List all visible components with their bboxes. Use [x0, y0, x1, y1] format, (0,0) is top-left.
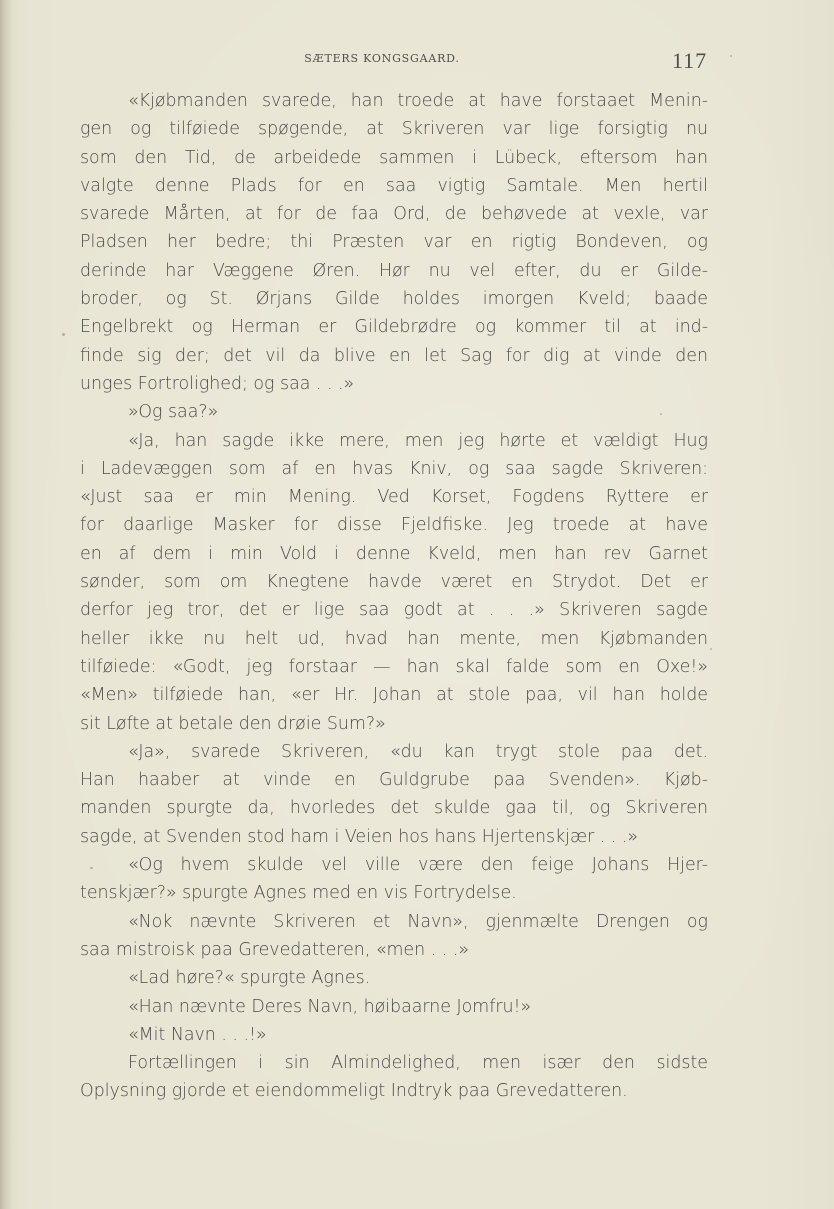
paper-speck — [660, 413, 662, 415]
text-line: «Nok nævnte Skriveren et Navn», gjenmælte Drengen og — [128, 911, 708, 932]
text-line: valgte denne Plads for en saa vigtig Samtale. Men hertil — [80, 175, 708, 196]
paper-speck — [710, 648, 712, 650]
text-line: «Han nævnte Deres Navn, høibaarne Jomfru!» — [128, 996, 532, 1017]
body-text — [80, 87, 708, 1106]
text-line: Pladsen her bedre; thi Præsten var en rigtig Bondeven, og — [80, 232, 708, 253]
page-binding-edge — [0, 0, 12, 1209]
paper-speck — [62, 333, 65, 336]
text-line: tenskjær?» spurgte Agnes med en vis Fortrydelse. — [80, 883, 517, 904]
text-line: for daarlige Masker for disse Fjeldfiske. Jeg troede at have — [80, 515, 708, 536]
text-line: unges Fortrolighed; og saa . . .» — [80, 373, 355, 394]
text-line: Engelbrekt og Herman er Gildebrødre og kommer til at ind- — [80, 317, 708, 338]
text-line: gen og tilføiede spøgende, at Skriveren var lige forsigtig nu — [80, 119, 708, 140]
text-line: Fortællingen i sin Almindelighed, men især den sidste — [128, 1053, 708, 1074]
text-line: manden spurgte da, hvorledes det skulde gaa til, og Skriveren — [80, 798, 708, 819]
text-line: finde sig der; det vil da blive en let Sag for dig at vinde den — [80, 345, 708, 366]
text-line: «Lad høre?« spurgte Agnes. — [128, 968, 371, 989]
text-line: derfor jeg tror, det er lige saa godt at . . .» Skriveren sagde — [80, 600, 708, 621]
page-number: 117 — [672, 48, 708, 73]
text-line: «Just saa er min Mening. Ved Korset, Fogdens Ryttere er — [80, 487, 708, 508]
text-line: «Mit Navn . . .!» — [128, 1024, 267, 1045]
text-line: sønder, som om Knegtene havde været en Strydot. Det er — [80, 572, 708, 593]
text-line: derinde har Væggene Øren. Hør nu vel efter, du er Gilde- — [80, 260, 708, 281]
paper-speck — [90, 867, 93, 869]
paper-speck — [730, 55, 732, 57]
text-line: som den Tid, de arbeidede sammen i Lübeck, eftersom han — [80, 147, 708, 168]
running-head-title: SÆTERS KONGSGAARD. — [304, 52, 460, 65]
text-line: sit Løfte at betale den drøie Sum?» — [80, 713, 386, 734]
text-line: en af dem i min Vold i denne Kveld, men han rev Garnet — [80, 543, 708, 564]
text-line: «Ja, han sagde ikke mere, men jeg hørte et vældigt Hug — [128, 430, 708, 451]
running-head — [0, 50, 834, 72]
text-line: «Og hvem skulde vel ville være den feige Johans Hjer- — [128, 855, 708, 876]
text-line: tilføiede: «Godt, jeg forstaar — han skal falde som en Oxe!» — [80, 656, 708, 677]
text-line: «Ja», svarede Skriveren, «du kan trygt stole paa det. — [128, 741, 708, 762]
text-line: Oplysning gjorde et eiendommeligt Indtryk paa Grevedatteren. — [80, 1081, 628, 1102]
text-line: «Men» tilføiede han, «er Hr. Johan at stole paa, vil han holde — [80, 685, 708, 706]
text-line: Han haaber at vinde en Guldgrube paa Svenden». Kjøb- — [80, 770, 708, 791]
text-line: svarede Mårten, at for de faa Ord, de behøvede at vexle, var — [80, 204, 708, 225]
text-line: sagde, at Svenden stod ham i Veien hos hans Hjertenskjær . . .» — [80, 826, 639, 847]
text-line: heller ikke nu helt ud, hvad han mente, men Kjøbmanden — [80, 628, 708, 649]
text-line: i Ladevæggen som af en hvas Kniv, og saa sagde Skriveren: — [80, 458, 708, 479]
text-line: saa mistroisk paa Grevedatteren, «men . . .» — [80, 939, 469, 960]
text-line: »Og saa?» — [128, 402, 219, 423]
text-line: «Kjøbmanden svarede, han troede at have forstaaet Menin- — [128, 91, 708, 111]
text-line: broder, og St. Ørjans Gilde holdes imorgen Kveld; baade — [80, 289, 708, 310]
